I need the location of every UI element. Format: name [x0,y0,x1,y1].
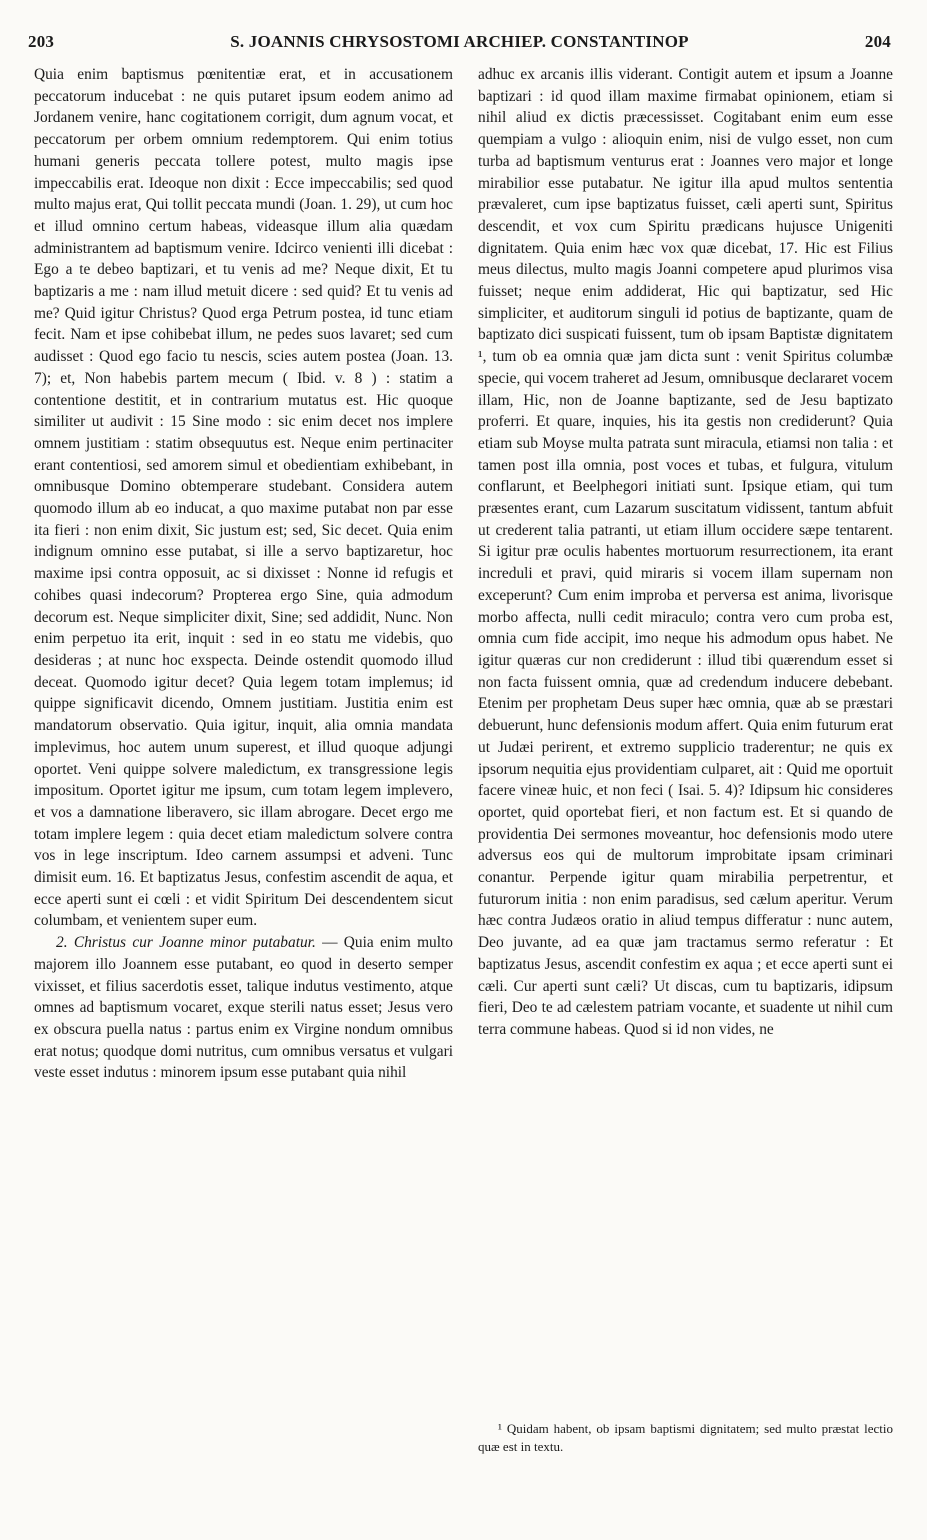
left-paragraph-1: Quia enim baptismus pœnitentiæ erat, et in accusationem peccatorum inducebat : ne quis putaret ipsum eodem animo ad Jordanem venire, hanc cogitationem corrigit, dum agnum vocat, et peccatorum per orbem omnium redemptorem. Qui enim totius humani generis peccata tollere potest, multo magis ipse impeccabilis erat. Ideoque non dixit : Ecce impeccabilis; sed quod multo majus erat, Qui tollit peccata mundi (Joan. 1. 29), ut cum hoc et illud omnino certum habeas, videasque illum alia quædam administrantem ad baptismum venire. Idcirco venienti illi dicebat : Ego a te debeo baptizari, et tu venis ad me? Neque dixit, Et tu baptizaris a me : nam illud metuit dicere : sed quid? Et tu venis ad me? Quid igitur Christus? Quod erga Petrum postea, id tunc etiam fecit. Nam et ipse cohibebat illum, ne pedes suos lavaret; sed cum audisset : Quod ego facio tu nescis, scies autem postea (Joan. 13. 7); et, Non habebis partem mecum ( Ibid. v. 8 ) : statim a contentione destitit, et in contrarium mutatus est. Hic quoque similiter ut audivit : 15 Sine modo : sic enim decet nos implere omnem justitiam : statim obsequutus est. Neque enim pertinaciter erant contentiosi, sed amorem simul et obedientiam exhibebant, in omnibusque Domino obtemperare studebant. Considera autem quomodo illum ab eo inducat, a quo maxime putabat non par esse ita fieri : non enim dixit, Sic justum est; sed, Sic decet. Quia enim indignum omnino esse putabat, si ille a servo baptizaretur, hoc maxime ipsi contra opposuit, ac si dixisset : Nonne id refugis et cohibes quasi indecorum? Propterea ergo Sine, quia admodum decorum est. Neque simpliciter dixit, Sine; sed addidit, Nunc. Non enim perpetuo ita erit, inquit : sed in eo statu me videbis, quo desideras ; at nunc hoc exspecta. Deinde ostendit quomodo illud deceat. Quomodo igitur decet? Quia legem totam implemus; id quippe significavit dicendo, Omnem justitiam. Justitia enim est mandatorum observatio. Quia igitur, inquit, alia omnia mandata implevimus, hoc autem unum superest, et illud quoque adjungi oportet. Veni quippe solvere maledictum, ex transgressione legis impositum. Oportet igitur me ipsum, cum totam legem implevero, et vos a damnatione liberavero, sic illam abrogare. Decet ergo me totam implere legem : quia decet etiam maledictum solvere contra vos in lege inscriptum. Ideo carnem assumpsi et adveni. Tunc dimisit eum. 16. Et baptizatus Jesus, confestim ascendit de aqua, et ecce aperti sunt ei cœli : et vidit Spiritum Dei descendentem sicut columbam, et venientem super eum. [34,66,453,930]
left-column [34,64,453,1084]
right-column [478,64,893,1041]
right-paragraph-1: adhuc ex arcanis illis viderant. Contigit autem et ipsum a Joanne baptizari : id quod illam maxime firmabat opinionem, etiam si nihil aliud ex dictis præcessisset. Cogitabant enim eum esse quempiam a vulgo : alioquin enim, nisi de vulgo esset, non cum turba ad baptismum venturus erat : Joannes vero major et longe mirabilior esse putabatur. Ne igitur illa apud multos sententia prævaleret, cum ipse baptizatus fuisset, cæli aperti sunt, Spiritus descendit, et vox cum Spiritu prædicans hujusce Unigeniti dignitatem. Quia enim hæc vox quæ dicebat, 17. Hic est Filius meus dilectus, multo magis Joanni competere apud plurimos visa fuisset; neque enim addiderat, Hic qui baptizatur, sed Hic simpliciter, et auditorum singuli id potius de baptizante, quam de baptizato dici suspicati fuissent, tum ob ipsam Baptistæ dignitatem ¹, tum ob ea omnia quæ jam dicta sunt : venit Spiritus columbæ specie, qui vocem traheret ad Jesum, omnibusque declararet vocem illam, Hic, non de Joanne baptizante, sed de Jesu baptizato proferri. Et quare, inquies, his ita gestis non crediderunt? Quia etiam sub Moyse multa patrata sunt miracula, etiamsi non talia : et tamen post illa omnia, post voces et tubas, et fulgura, vitulum conflarunt, et Beelphegori initiati sunt. Ipsique etiam, qui tum præsentes erant, cum Lazarum suscitatum vidissent, tantum abfuit ut crederent talia patranti, ut etiam illum occidere sæpe tentarent. Si igitur præ oculis habentes mortuorum resurrectionem, ita erant increduli et pravi, quid miraris si vocem illam supernam non exceperunt? Cum enim improba et perversa est anima, livorisque morbo affecta, nulli cedit miraculo; contra vero cum proba est, omnia cum fide accipit, imo neque his admodum opus habet. Ne igitur quæras cur non crediderunt : illud tibi quærendum esset si non facta fuissent omnia, quæ ad credendum inducere debebant. Etenim per prophetam Deus super hæc omnia, quæ ab se præstari debuerunt, hunc defensionis modum affert. Quia enim futurum erat ut Judæi perirent, et extremo supplicio traderentur; ne quis ex ipsorum nequitia ejus providentiam culparet, ait : Quid me oportuit facere vineæ huic, et non feci ( Isai. 5. 4)? Idipsum hic consideres oportet, quid oportebat fieri, et non factum est. Et si quando de providentia Dei sermones moveantur, hoc defensionis modo utere adversus eos qui de multorum improbitate ipsam criminari conantur. Perpende igitur quam mirabilia perpetrentur, et futurorum initia : non enim paradisus, sed cælum aperitur. Verum hæc contra Judæos oratio in aliud tempus differatur : nunc autem, Deo juvante, ad ea quæ jam tractamus sermo referatur : Et baptizatus Jesus, ascendit confestim ex aqua ; et ecce aperti sunt ei cæli. Cur aperti sunt cæli? Ut discas, cum tu baptizaris, idipsum fieri, Deo te ad cælestem patriam vocante, et suadente ut nihil cum terra commune habeas. Quod si id non vides, ne [478,66,893,1038]
left-paragraph-2: — Quia enim multo majorem illo Joannem esse putabant, eo quod in deserto semper vixisset, et filius sacerdotis esset, talique indutus vestimento, atque omnes ad baptismum vocaret, exque sterili natus esset; Jesus vero ex obscura puella natus : partus enim ex Virgine nondum omnibus erat notus; quodque domi nutritus, cum omnibus versatus et vulgari veste esset indutus : minorem ipsum esse putabant quia nihil [34,934,453,1082]
section-title: 2. Christus cur Joanne minor putabatur. [56,934,316,952]
section-2-paragraph [34,932,453,1084]
page-number-right: 204 [864,32,891,51]
page-number-left: 203 [28,32,55,51]
footnote: ¹ Quidam habent, ob ipsam baptismi dignitatem; sed multo præstat lectio quæ est in textu. [478,1421,893,1454]
running-title: S. JOANNIS CHRYSOSTOMI ARCHIEP. CONSTANTINOP [230,32,689,51]
running-header [28,32,891,62]
